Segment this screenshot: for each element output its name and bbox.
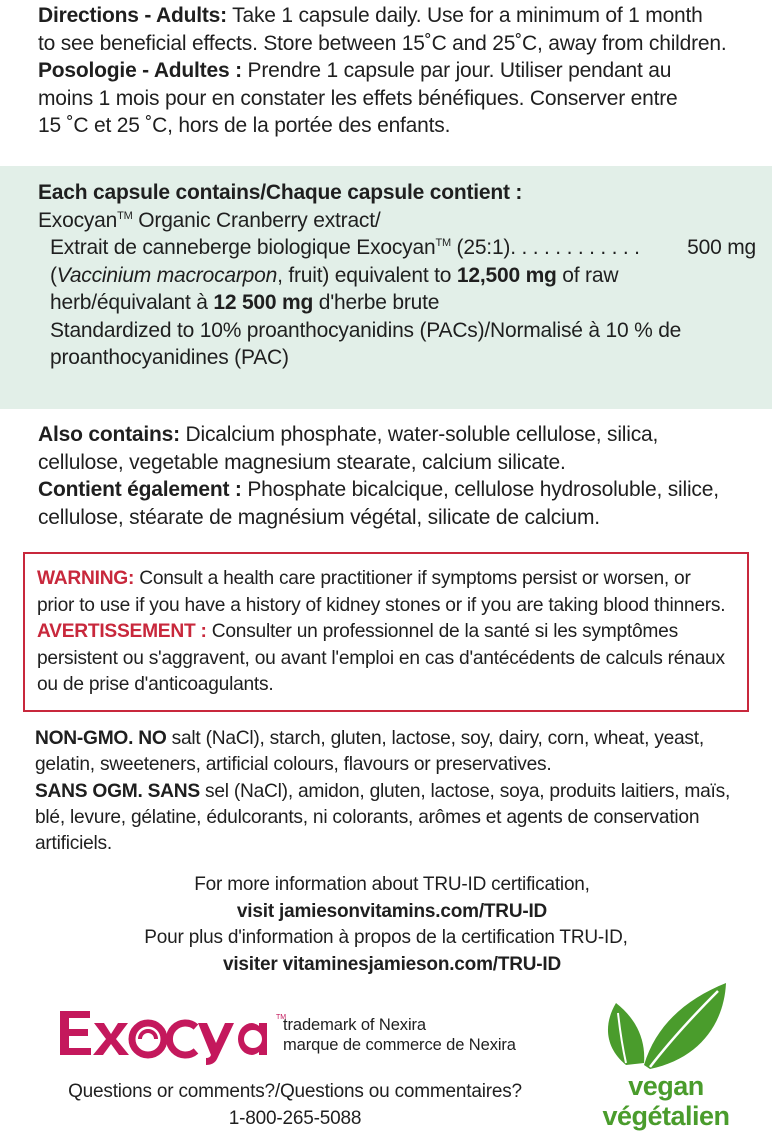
warning-fr-line2: persistent ou s'aggravent, ou avant l'emploi en cas d'antécédents de calculs rénaux xyxy=(37,647,725,669)
also-en: Also contains: Dicalcium phosphate, water-soluble cellulose, silica, xyxy=(38,423,659,446)
directions-section xyxy=(0,2,772,140)
trademark-sup: TM xyxy=(117,209,133,222)
also-fr-line2: cellulose, stéarate de magnésium végétal, silicate de calcium. xyxy=(38,505,600,529)
ingredients-heading: Each capsule contains/Chaque capsule contient : xyxy=(38,181,523,204)
standardized-line1: Standardized to 10% proanthocyanidins (PACs)/Normalisé à 10 % de xyxy=(50,318,682,342)
questions-text: Questions or comments?/Questions ou commentaires? xyxy=(68,1081,522,1102)
tru-id-info xyxy=(0,872,772,978)
truid-line1: For more information about TRU-ID certification, xyxy=(194,874,590,895)
phone-number[interactable]: 1-800-265-5088 xyxy=(228,1108,362,1129)
contact-section xyxy=(60,1078,530,1132)
warning-fr-line3: ou de prise d'anticoagulants. xyxy=(37,674,274,695)
trademark-note xyxy=(283,1015,516,1055)
warning-en: WARNING: Consult a health care practitioner if symptoms persist or worsen, or xyxy=(37,568,691,589)
vegetalien-label: végétalien xyxy=(602,1101,730,1131)
truid-en-link[interactable]: visit jamiesonvitamins.com/TRU-ID xyxy=(236,900,548,922)
logo-tm: TM xyxy=(276,1014,286,1021)
vegan-badge xyxy=(586,975,746,1135)
exocyan-logo xyxy=(56,1001,286,1066)
latin-name: Vaccinium macrocarpon xyxy=(56,263,278,287)
directions-fr-line3: 15 ˚C et 25 ˚C, hors de la portée des enfants. xyxy=(38,114,451,137)
trademark-fr: marque de commerce de Nexira xyxy=(283,1036,516,1054)
avertissement-label: AVERTISSEMENT : xyxy=(37,621,207,642)
non-gmo-section xyxy=(0,726,772,857)
ingredients-panel xyxy=(0,166,772,409)
standardized-line2: proanthocyanidines (PAC) xyxy=(50,346,289,369)
directions-en-label: Directions - Adults: xyxy=(38,4,227,27)
directions-fr: Posologie - Adultes : Prendre 1 capsule par jour. Utiliser pendant au xyxy=(38,59,672,82)
directions-en: Directions - Adults: Take 1 capsule daily. Use for a minimum of 1 month xyxy=(38,4,703,27)
warning-en-line2: prior to use if you have a history of kidney stones or if you are taking blood thinners. xyxy=(37,594,726,616)
ingredient-line1: Exocyan™ Organic Cranberry extract/ xyxy=(38,208,381,232)
warning-label: WARNING: xyxy=(37,568,135,589)
trademark-en: trademark of Nexira xyxy=(283,1016,426,1034)
nongmo-fr-line3: artificiels. xyxy=(35,833,112,855)
nongmo-en: NON-GMO. NO salt (NaCl), starch, gluten, lactose, soy, dairy, corn, wheat, yeast, xyxy=(35,728,704,749)
leaf-icon xyxy=(586,975,746,1075)
also-contains-section xyxy=(0,421,772,531)
latin-line: (Vaccinium macrocarpon, fruit) equivalent to 12,500 mg of raw xyxy=(50,263,619,287)
ingredient-line2: Extrait de canneberge biologique Exocyan™ (25:1) . . . . . . . . . . . . 500 mg xyxy=(38,234,756,262)
raw-fr-line: herb/équivalant à 12 500 mg d'herbe brute xyxy=(50,291,440,314)
directions-en-line2: to see beneficial effects. Store between 15˚C and 25˚C, away from children. xyxy=(38,31,727,55)
dot-leader: . . . . . . . . . . . . xyxy=(510,236,640,259)
warning-fr: AVERTISSEMENT : Consulter un professionnel de la santé si les symptômes xyxy=(37,621,678,642)
nongmo-fr: SANS OGM. SANS sel (NaCl), amidon, gluten, lactose, soya, produits laitiers, maïs, xyxy=(35,780,731,802)
ingredient-amount: 500 mg xyxy=(687,236,756,259)
nongmo-fr-line2: blé, levure, gélatine, édulcorants, ni colorants, arômes et agents de conservation xyxy=(35,806,700,828)
truid-fr-link[interactable]: visiter vitaminesjamieson.com/TRU-ID xyxy=(222,953,562,975)
also-en-line2: cellulose, vegetable magnesium stearate, calcium silicate. xyxy=(38,450,566,474)
vegan-label: vegan xyxy=(628,1071,704,1101)
truid-line3: Pour plus d'information à propos de la certification TRU-ID, xyxy=(144,927,628,948)
also-fr: Contient également : Phosphate bicalcique, cellulose hydrosoluble, silice, xyxy=(38,478,719,501)
nongmo-en-line2: gelatin, sweeteners, artificial colours, flavours or preservatives. xyxy=(35,754,552,776)
directions-fr-line2: moins 1 mois pour en constater les effets bénéfiques. Conserver entre xyxy=(38,86,678,110)
logo-text: Exocyan xyxy=(56,1001,60,1002)
directions-fr-label: Posologie - Adultes : xyxy=(38,59,242,82)
warning-box xyxy=(23,552,749,712)
